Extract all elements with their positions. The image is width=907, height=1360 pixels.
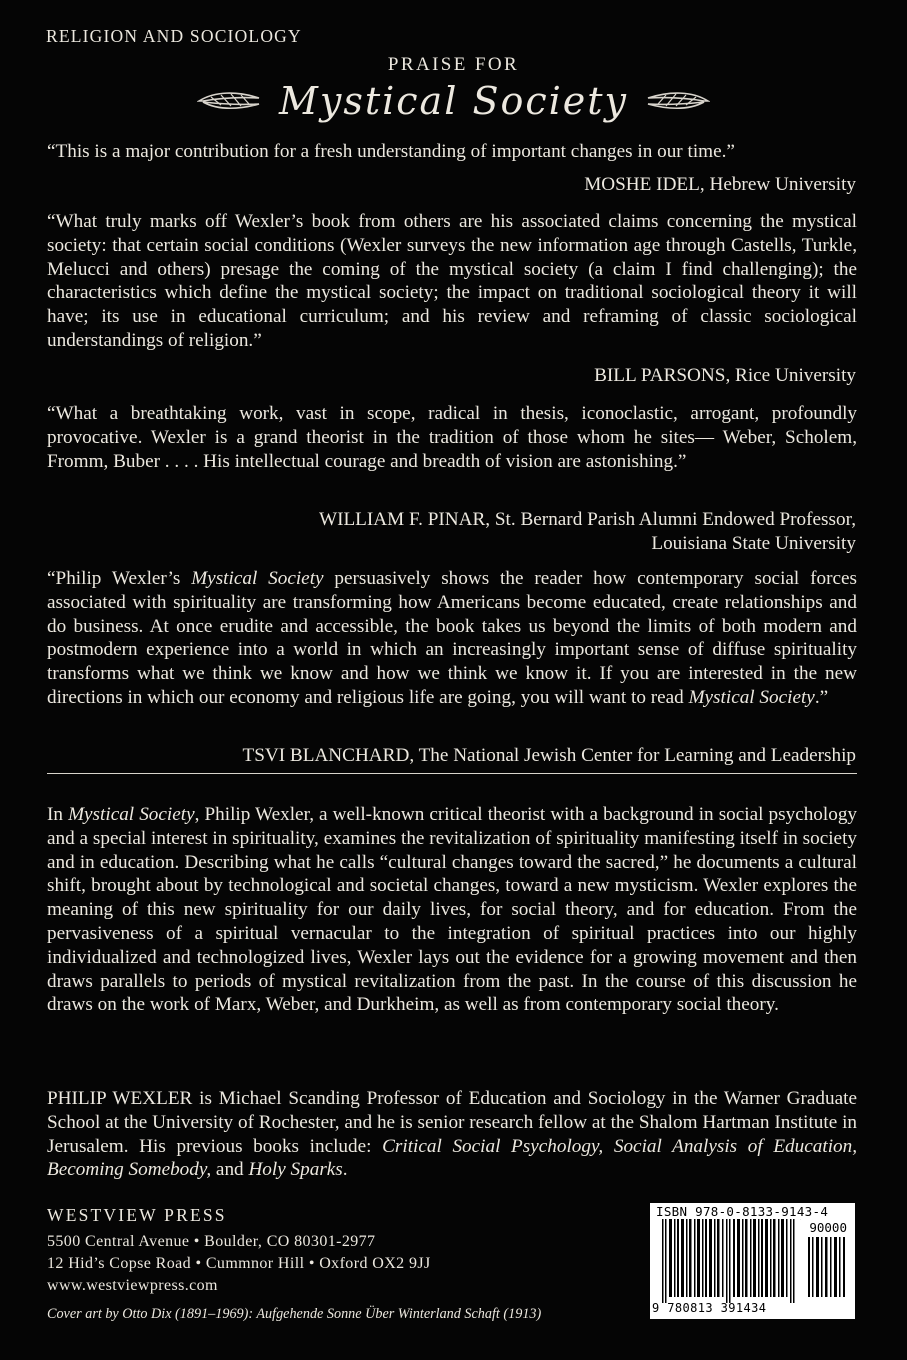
endorsement-quote-1: “This is a major contribution for a fresh understanding of important changes in our time.” <box>47 141 735 162</box>
barcode-digits: 9 780813 391434 <box>652 1301 767 1315</box>
author-bio: PHILIP WEXLER is Michael Scanding Professor of Education and Sociology in the Warner Graduate School at the University of Rochester, and he is senior research fellow at the Shalom Hartman Institute in Jerusalem. His previous books include: Critical Social Psychology, Social Analysis of Education, Becoming Somebody, and Holy Sparks. <box>47 1088 858 1181</box>
publisher-address-2: 12 Hid’s Copse Road • Cummnor Hill • Oxford OX2 9JJ <box>47 1255 431 1272</box>
endorsement-attribution-1: MOSHE IDEL, Hebrew University <box>584 174 856 195</box>
quote-4-book-title-2: Mystical Society <box>688 686 815 708</box>
left-feather-ornament-icon <box>197 89 261 113</box>
barcode <box>650 1203 855 1319</box>
endorsement-attribution-3 <box>319 508 856 556</box>
bio-last-book: Holy Sparks <box>248 1159 343 1181</box>
cover-art-credit: Cover art by Otto Dix (1891–1969): Aufgehende Sonne Über Winterland Schaft (1913) <box>47 1306 542 1322</box>
publisher-website: www.westviewpress.com <box>47 1277 218 1294</box>
attribution-3-line-1: WILLIAM F. PINAR, St. Bernard Parish Alumni Endowed Professor, <box>318 509 856 530</box>
endorsement-quote-3: “What a breathtaking work, vast in scope, radical in thesis, iconoclastic, arrogant, profoundly provocative. Wexler is a grand theorist in the tradition of those whom he sites— Weber, Scholem, Fromm, Buber . . . . His intellectual courage and breadth of vision are astonishing.” <box>47 403 857 472</box>
book-description: In Mystical Society, Philip Wexler, a well-known critical theorist with a background in social psychology and a special interest in spirituality, examines the revitalization of spirituality manifesting itself in society and in education. Describing what he calls “cultural changes toward the sacred,” he documents a cultural shift, brought about by technological and societal changes, toward a new mysticism. Wexler explores the meaning of this new spirituality for our daily lives, for social theory, and for education. From the pervasiveness of a spiritual vernacular to the integration of spiritual practices into our highly individualized and technologized lives, Wexler lays out the evidence for a growing movement and then draws parallels to periods of mystical revitalization from the past. In the course of this discussion he draws on the work of Marx, Weber, and Durkheim, as well as from contemporary social theory. <box>47 804 858 1016</box>
description-book-title: Mystical Society <box>68 804 195 825</box>
price-code: 90000 <box>809 1220 847 1235</box>
quote-4-book-title-1: Mystical Society <box>191 568 324 589</box>
category-label: RELIGION AND SOCIOLOGY <box>46 26 302 46</box>
endorsement-attribution-4: TSVI BLANCHARD, The National Jewish Center for Learning and Leadership <box>242 745 856 766</box>
endorsement-quote-2: “What truly marks off Wexler’s book from others are his associated claims concerning the mystical society: that certain social conditions (Wexler surveys the new information age through Castells, Turkle, Melucci and others) presage the coming of the mystical society (a claim I find challenging); the characteristics which define the mystical society; the impact on traditional sociological theory it will have; its use in educational curriculum; and his review and reframing of classic sociological understandings of religion.” <box>47 211 857 351</box>
publisher-address-1: 5500 Central Avenue • Boulder, CO 80301-2977 <box>47 1233 376 1250</box>
price-barcode-bars-icon <box>808 1237 848 1297</box>
right-feather-ornament-icon <box>646 89 710 113</box>
section-divider <box>47 773 857 774</box>
title-row <box>0 76 907 126</box>
isbn-label: ISBN 978-0-8133-9143-4 <box>656 1204 829 1219</box>
barcode-bars-icon <box>662 1219 802 1303</box>
praise-heading: PRAISE FOR <box>387 54 520 75</box>
attribution-3-line-2: Louisiana State University <box>651 532 856 554</box>
publisher-name: WESTVIEW PRESS <box>47 1205 227 1225</box>
bio-book-list: Critical Social Psychology, Social Analysis of Education, Becoming Somebody, <box>47 1135 858 1181</box>
book-title: Mystical Society <box>278 79 629 123</box>
endorsement-quote-4: “Philip Wexler’s Mystical Society persuasively shows the reader how contemporary social forces associated with spirituality are transforming how Americans become educated, create relationships and do business. At once erudite and accessible, the book takes us beyond the limits of both modern and postmodern experience into a world in which an increasingly important sense of diffuse spirituality transforms what we think we know and how we think we know it. If you are interested in the new directions in which our economy and religious life are going, you will want to read Mystical Society.” <box>47 568 857 708</box>
endorsement-attribution-2: BILL PARSONS, Rice University <box>594 365 856 386</box>
